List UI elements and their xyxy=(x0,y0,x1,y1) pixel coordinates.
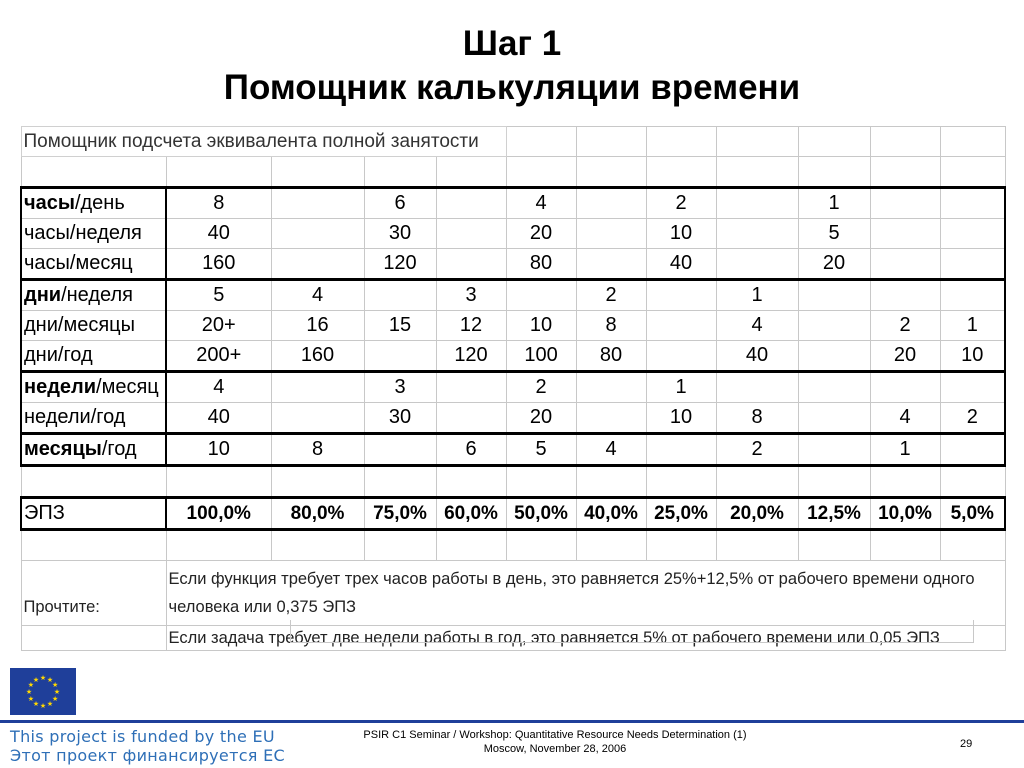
table-cell: 10 xyxy=(646,219,716,249)
row-label xyxy=(21,372,166,403)
table-cell: 20 xyxy=(506,403,576,434)
table-cell: 4 xyxy=(271,280,364,311)
table-cell: 10 xyxy=(646,403,716,434)
table-cell xyxy=(798,280,870,311)
table-cell: 120 xyxy=(436,341,506,372)
row-label-text: часы/неделя xyxy=(24,222,142,244)
eu-funding-text-ru: Этот проект финансируется ЕС xyxy=(10,746,285,765)
row-label-unit: дни xyxy=(24,284,62,306)
table-cell xyxy=(576,188,646,219)
table-row xyxy=(21,403,1005,434)
table-cell: 200+ xyxy=(166,341,271,372)
table-cell: 4 xyxy=(870,403,940,434)
fte-value: 100,0% xyxy=(166,498,271,530)
row-label xyxy=(21,249,166,280)
row-label-text: дни/месяцы xyxy=(24,314,135,336)
table-caption: Помощник подсчета эквивалента полной занятости xyxy=(21,127,506,157)
fte-value: 60,0% xyxy=(436,498,506,530)
table-cell xyxy=(364,341,436,372)
table-cell: 30 xyxy=(364,219,436,249)
table-cell: 10 xyxy=(940,341,1005,372)
table-cell xyxy=(798,403,870,434)
fte-value: 40,0% xyxy=(576,498,646,530)
table-cell xyxy=(870,372,940,403)
table-cell: 80 xyxy=(576,341,646,372)
table-cell xyxy=(716,372,798,403)
table-cell xyxy=(870,219,940,249)
table-cell: 5 xyxy=(798,219,870,249)
spacer-row xyxy=(21,530,1005,561)
eu-star-icon: ★ xyxy=(39,674,47,682)
table-cell xyxy=(271,249,364,280)
table-cell xyxy=(576,403,646,434)
table-row xyxy=(21,372,1005,403)
table-cell xyxy=(798,341,870,372)
row-label-unit: часы xyxy=(24,192,75,214)
table-cell xyxy=(870,188,940,219)
table-cell xyxy=(436,249,506,280)
table-cell: 20 xyxy=(870,341,940,372)
row-label xyxy=(21,434,166,466)
title-step: Шаг 1 xyxy=(462,24,562,63)
table-cell xyxy=(798,434,870,466)
table-cell: 1 xyxy=(798,188,870,219)
table-cell: 20+ xyxy=(166,311,271,341)
table-cell xyxy=(576,219,646,249)
table-cell xyxy=(436,403,506,434)
spacer-row xyxy=(21,466,1005,498)
row-label-text: часы/месяц xyxy=(24,252,133,274)
table-cell: 16 xyxy=(271,311,364,341)
table-cell: 20 xyxy=(798,249,870,280)
eu-star-icon: ★ xyxy=(46,700,54,709)
table-cell xyxy=(271,188,364,219)
event-title: PSIR C1 Seminar / Workshop: Quantitative Resource Needs Determination (1) xyxy=(363,729,747,741)
note-row xyxy=(21,561,1005,626)
fte-value: 80,0% xyxy=(271,498,364,530)
row-label-text: недели/год xyxy=(24,406,126,428)
table-cell xyxy=(576,249,646,280)
table-cell: 15 xyxy=(364,311,436,341)
table-cell: 4 xyxy=(576,434,646,466)
table-cell xyxy=(940,249,1005,280)
table-cell: 2 xyxy=(646,188,716,219)
eu-star-icon: ★ xyxy=(53,688,61,696)
fte-value: 12,5% xyxy=(798,498,870,530)
event-info xyxy=(340,728,770,756)
eu-star-icon: ★ xyxy=(39,702,47,710)
eu-star-icon: ★ xyxy=(27,681,35,689)
eu-star-icon: ★ xyxy=(32,700,40,709)
table-cell: 2 xyxy=(870,311,940,341)
footer-divider xyxy=(0,720,1024,723)
table-cell: 4 xyxy=(166,372,271,403)
page-number: 29 xyxy=(960,738,973,750)
fte-calculator-table xyxy=(20,126,1006,651)
table-cell xyxy=(364,280,436,311)
table-cell: 8 xyxy=(576,311,646,341)
table-cell xyxy=(436,372,506,403)
table-cell: 5 xyxy=(166,280,271,311)
fte-value: 20,0% xyxy=(716,498,798,530)
table-cell: 30 xyxy=(364,403,436,434)
read-label: Прочтите: xyxy=(21,561,166,626)
table-cell: 4 xyxy=(716,311,798,341)
table-cell: 6 xyxy=(436,434,506,466)
eu-star-icon: ★ xyxy=(25,688,33,696)
table-cell: 6 xyxy=(364,188,436,219)
table-cell: 10 xyxy=(506,311,576,341)
table-cell xyxy=(870,280,940,311)
note-text-1: Если функция требует трех часов работы в день, это равняется 25%+12,5% от рабочего времени одного человека или 0,375 ЭПЗ xyxy=(166,561,1005,626)
table-cell: 1 xyxy=(716,280,798,311)
table-cell xyxy=(940,188,1005,219)
table-cell: 20 xyxy=(506,219,576,249)
table-cell: 8 xyxy=(166,188,271,219)
table-cell: 2 xyxy=(940,403,1005,434)
table-cell xyxy=(271,219,364,249)
table-cell xyxy=(271,403,364,434)
table-row xyxy=(21,341,1005,372)
table-cell: 4 xyxy=(506,188,576,219)
table-row xyxy=(21,280,1005,311)
table-cell: 8 xyxy=(716,403,798,434)
row-label-text: /год xyxy=(101,438,137,460)
table-cell: 120 xyxy=(364,249,436,280)
fte-table-wrapper xyxy=(20,126,1006,651)
row-label-text: дни/год xyxy=(24,344,93,366)
table-row xyxy=(21,311,1005,341)
table-cell: 12 xyxy=(436,311,506,341)
table-cell xyxy=(506,280,576,311)
table-cell: 3 xyxy=(436,280,506,311)
row-label-text: /месяц xyxy=(96,376,159,398)
table-cell xyxy=(716,219,798,249)
row-label xyxy=(21,403,166,434)
eu-star-icon: ★ xyxy=(51,695,59,703)
table-cell: 1 xyxy=(940,311,1005,341)
row-label xyxy=(21,280,166,311)
eu-star-icon: ★ xyxy=(32,675,40,684)
row-label-unit: месяцы xyxy=(24,438,102,460)
fte-value: 50,0% xyxy=(506,498,576,530)
table-shadow-border xyxy=(290,620,974,643)
table-cell xyxy=(798,372,870,403)
table-cell xyxy=(646,341,716,372)
table-cell: 160 xyxy=(271,341,364,372)
table-cell: 2 xyxy=(506,372,576,403)
event-date: Moscow, November 28, 2006 xyxy=(483,743,627,755)
spacer-row xyxy=(21,157,1005,188)
table-cell xyxy=(646,280,716,311)
fte-value: 25,0% xyxy=(646,498,716,530)
eu-star-icon: ★ xyxy=(51,681,59,689)
table-cell xyxy=(940,372,1005,403)
table-cell: 100 xyxy=(506,341,576,372)
fte-row xyxy=(21,498,1005,530)
eu-funding-text-en: This project is funded by the EU xyxy=(10,727,275,746)
row-label xyxy=(21,219,166,249)
row-label-text: /неделя xyxy=(61,284,133,306)
table-cell xyxy=(870,249,940,280)
note-text-2: Если задача требует две недели работы в год, это равняется 5% от рабочего времени или 0,05 ЭПЗ xyxy=(166,626,1005,651)
fte-value: 75,0% xyxy=(364,498,436,530)
table-cell: 1 xyxy=(870,434,940,466)
table-cell xyxy=(716,188,798,219)
table-cell: 160 xyxy=(166,249,271,280)
row-label xyxy=(21,188,166,219)
eu-star-icon: ★ xyxy=(27,695,35,703)
table-cell xyxy=(940,434,1005,466)
title-main: Помощник калькуляции времени xyxy=(223,68,801,107)
table-cell: 80 xyxy=(506,249,576,280)
table-cell: 2 xyxy=(576,280,646,311)
table-cell xyxy=(576,372,646,403)
table-cell xyxy=(436,188,506,219)
table-cell: 1 xyxy=(646,372,716,403)
table-cell: 2 xyxy=(716,434,798,466)
table-cell: 3 xyxy=(364,372,436,403)
row-label-unit: недели xyxy=(24,376,97,398)
table-cell: 40 xyxy=(646,249,716,280)
table-cell xyxy=(940,219,1005,249)
table-row xyxy=(21,434,1005,466)
fte-value: 5,0% xyxy=(940,498,1005,530)
fte-label: ЭПЗ xyxy=(21,498,166,530)
table-cell xyxy=(646,434,716,466)
table-cell xyxy=(716,249,798,280)
table-cell xyxy=(940,280,1005,311)
table-cell: 8 xyxy=(271,434,364,466)
table-cell: 40 xyxy=(166,219,271,249)
table-row xyxy=(21,249,1005,280)
row-label-text: /день xyxy=(74,192,125,214)
table-cell xyxy=(646,311,716,341)
table-cell: 40 xyxy=(716,341,798,372)
table-cell xyxy=(271,372,364,403)
table-cell xyxy=(436,219,506,249)
table-cell xyxy=(798,311,870,341)
table-cell xyxy=(364,434,436,466)
caption-row xyxy=(21,127,1005,157)
fte-value: 10,0% xyxy=(870,498,940,530)
table-row xyxy=(21,188,1005,219)
row-label xyxy=(21,341,166,372)
eu-star-icon: ★ xyxy=(46,675,54,684)
table-cell: 10 xyxy=(166,434,271,466)
slide-title xyxy=(0,22,1024,110)
eu-flag-icon xyxy=(10,668,76,715)
table-cell: 5 xyxy=(506,434,576,466)
row-label xyxy=(21,311,166,341)
table-row xyxy=(21,219,1005,249)
table-cell: 40 xyxy=(166,403,271,434)
